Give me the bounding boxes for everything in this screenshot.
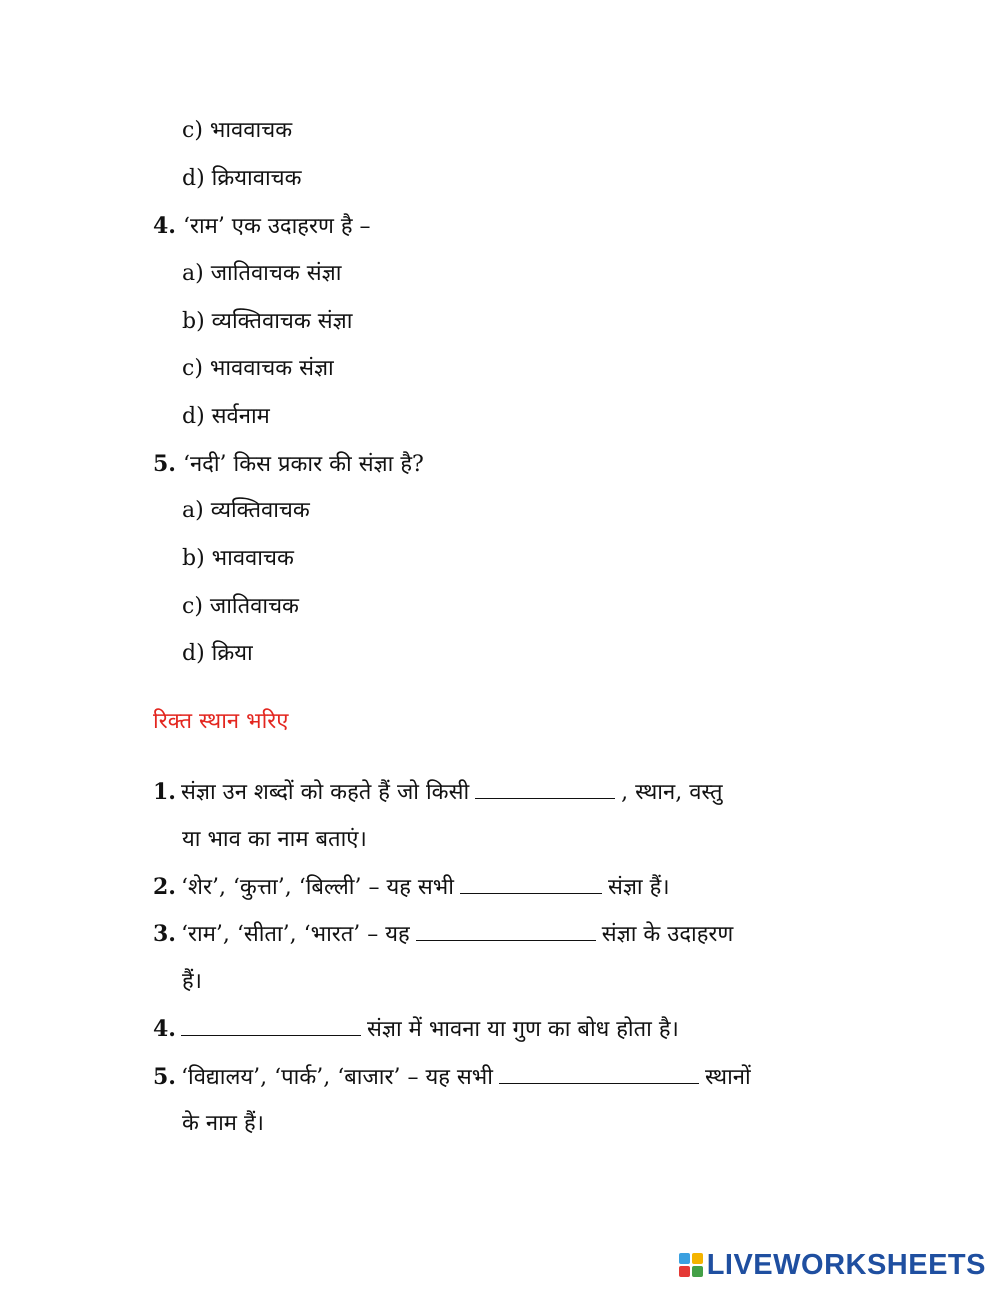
question-number: 5.: [153, 451, 176, 477]
item-text-before: ‘विद्यालय’, ‘पार्क’, ‘बाजार’ – यह सभी: [181, 1065, 493, 1090]
blank-input[interactable]: [460, 875, 602, 894]
q4-option-b[interactable]: b) व्यक्तिवाचक संज्ञा: [182, 309, 353, 334]
blank-input[interactable]: [416, 922, 596, 941]
item-text-after: संज्ञा में भावना या गुण का बोध होता है।: [367, 1017, 679, 1042]
fill-item-4: [153, 1015, 845, 1044]
question-4: [153, 212, 371, 241]
item-text-after: संज्ञा के उदाहरण: [601, 922, 734, 947]
brand-name: LIVEWORKSHEETS: [706, 1248, 986, 1281]
q5-option-c[interactable]: c) जातिवाचक: [182, 594, 299, 619]
q4-option-a[interactable]: a) जातिवाचक संज्ञा: [182, 261, 342, 286]
q4-option-d[interactable]: d) सर्वनाम: [182, 404, 270, 429]
item-text-after: , स्थान, वस्तु: [621, 780, 723, 805]
item-text-before: संज्ञा उन शब्दों को कहते हैं जो किसी: [181, 780, 470, 805]
q5-option-d[interactable]: d) क्रिया: [182, 641, 253, 666]
fill-item-1: [153, 778, 845, 807]
q3-option-d: d) क्रियावाचक: [182, 166, 302, 191]
item-text-after: स्थानों: [704, 1065, 751, 1090]
logo-square: [692, 1253, 703, 1264]
fill-item-3: [153, 920, 845, 949]
q4-option-c[interactable]: c) भाववाचक संज्ञा: [182, 356, 334, 381]
item-number: 3.: [153, 921, 176, 947]
q3-option-c: c) भाववाचक: [182, 118, 293, 143]
logo-square: [679, 1253, 690, 1264]
item-text-before: ‘शेर’, ‘कुत्ता’, ‘बिल्ली’ – यह सभी: [181, 875, 454, 900]
question-5: [153, 450, 424, 479]
fill-item-1-continued: या भाव का नाम बताएं।: [182, 827, 367, 852]
item-number: 5.: [153, 1064, 176, 1090]
blank-input[interactable]: [181, 1017, 361, 1036]
item-number: 4.: [153, 1016, 176, 1042]
fill-item-5-continued: के नाम हैं।: [182, 1111, 264, 1136]
logo-square: [692, 1266, 703, 1277]
question-text: ‘राम’ एक उदाहरण है –: [182, 214, 371, 239]
section-heading: रिक्त स्थान भरिए: [153, 709, 289, 734]
item-number: 2.: [153, 874, 176, 900]
blank-input[interactable]: [499, 1065, 699, 1084]
item-number: 1.: [153, 779, 176, 805]
q5-option-b[interactable]: b) भाववाचक: [182, 546, 294, 571]
liveworksheets-logo: [679, 1250, 986, 1280]
item-text-before: ‘राम’, ‘सीता’, ‘भारत’ – यह: [181, 922, 410, 947]
fill-item-5: [153, 1063, 845, 1092]
blank-input[interactable]: [475, 780, 615, 799]
logo-grid-icon: [679, 1253, 703, 1277]
item-text-after: संज्ञा हैं।: [607, 875, 670, 900]
fill-item-2: [153, 873, 845, 902]
question-text: ‘नदी’ किस प्रकार की संज्ञा है?: [182, 452, 424, 477]
question-number: 4.: [153, 213, 176, 239]
q5-option-a[interactable]: a) व्यक्तिवाचक: [182, 498, 310, 523]
logo-square: [679, 1266, 690, 1277]
fill-item-3-continued: हैं।: [182, 969, 203, 994]
